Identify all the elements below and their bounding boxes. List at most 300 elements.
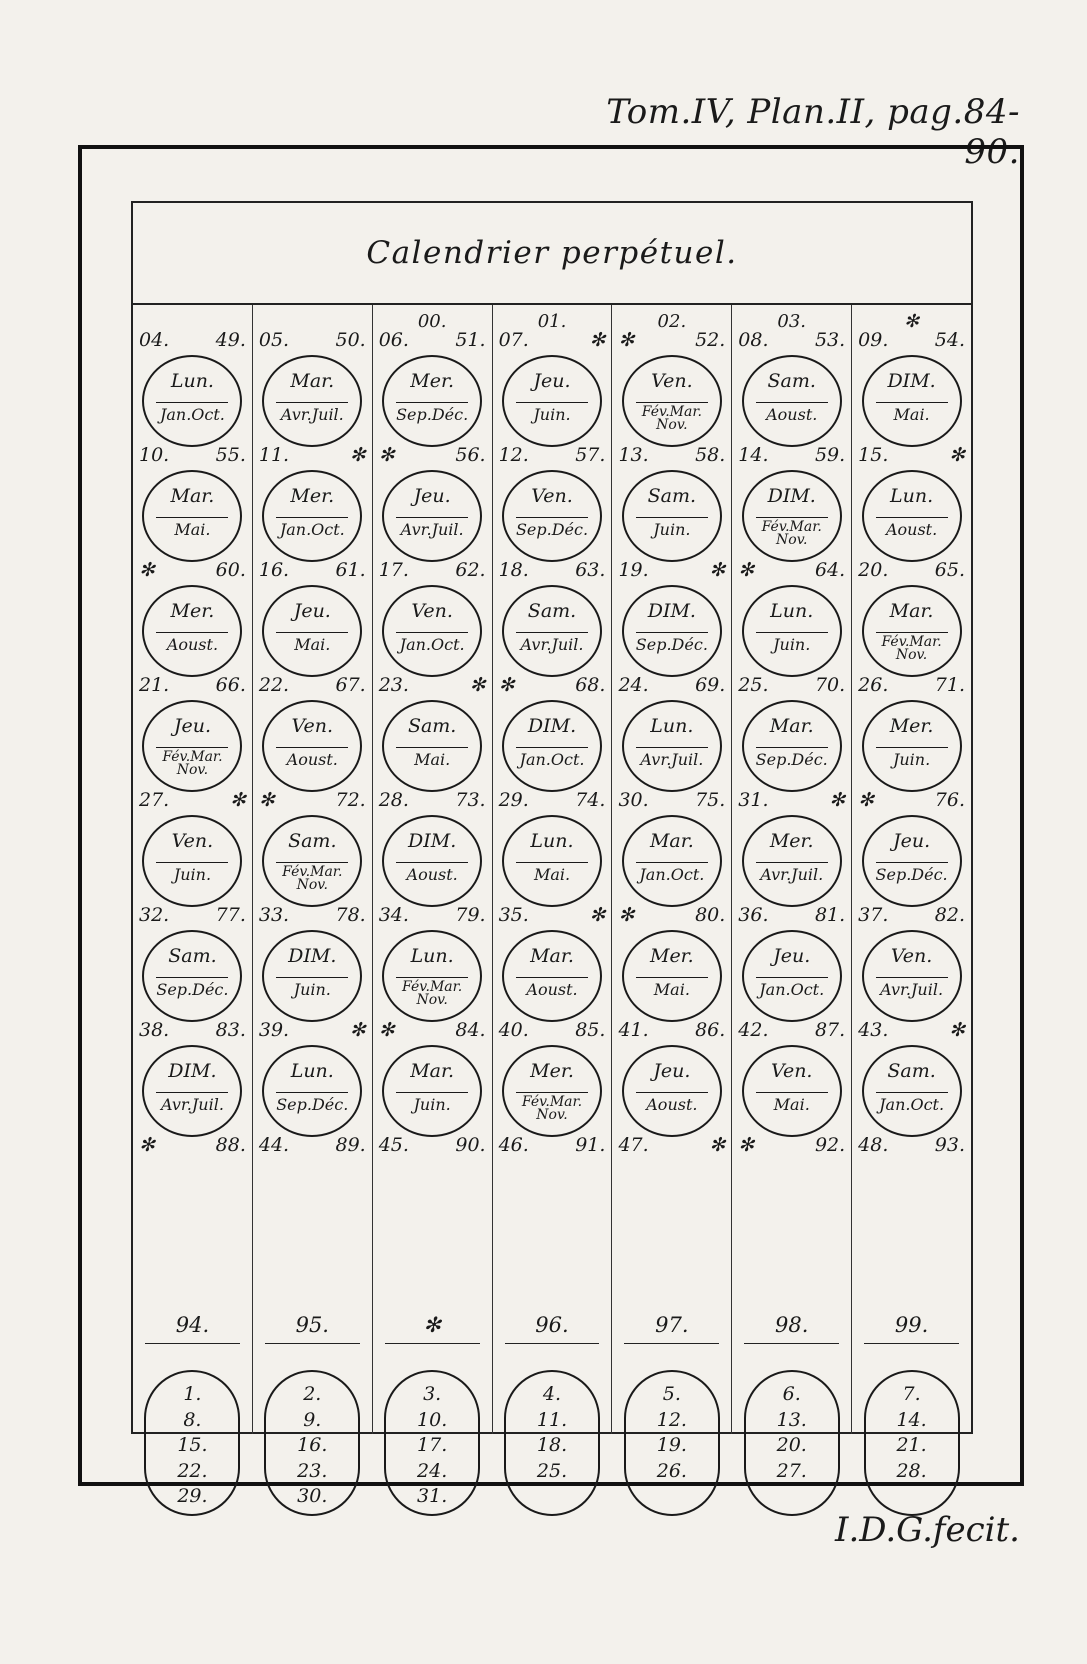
weekday-label: Jeu. xyxy=(533,370,571,392)
year-number-left: 35. xyxy=(498,904,529,926)
year-divider xyxy=(385,1343,480,1344)
calendar-cell xyxy=(253,329,372,448)
weekday-label: DIM. xyxy=(887,370,936,392)
calendar-cell xyxy=(732,789,851,908)
year-number-left: 18. xyxy=(498,559,529,581)
year-number-right: 73. xyxy=(455,789,486,811)
year-number-right: ✻ xyxy=(589,904,606,926)
weekday-label: Mer. xyxy=(170,600,215,622)
weekday-label: Lun. xyxy=(290,1060,334,1082)
dates-oval xyxy=(384,1370,480,1516)
disc-divider xyxy=(516,517,588,518)
calendar-footer-cell xyxy=(493,1134,612,1164)
year-number-left: 27. xyxy=(139,789,170,811)
calendar-cell xyxy=(732,904,851,1023)
disc-divider xyxy=(276,632,348,633)
year-number-right: ✻ xyxy=(829,789,846,811)
weekday-label: Ven. xyxy=(291,715,334,737)
day-of-month: 16. xyxy=(297,1434,328,1456)
year-number-left: 08. xyxy=(738,329,769,351)
year-number-right: 76. xyxy=(934,789,966,811)
disc-divider xyxy=(636,747,708,748)
century-year-label: 00. xyxy=(417,311,447,332)
disc-divider xyxy=(516,977,588,978)
calendar-cell xyxy=(493,329,612,448)
calendar-cell xyxy=(373,444,492,563)
calendar-column xyxy=(133,305,253,1507)
year-number-left: 33. xyxy=(258,904,290,926)
months-label: Avr.Juil. xyxy=(760,865,824,884)
day-of-month: 29. xyxy=(177,1485,208,1507)
century-year-label: 02. xyxy=(657,311,687,332)
day-of-month: 19. xyxy=(656,1434,687,1456)
weekday-label: Mar. xyxy=(290,370,335,392)
year-number-left: 17. xyxy=(378,559,409,581)
disc-divider xyxy=(636,402,708,403)
months-label: Mai. xyxy=(294,635,331,654)
year-number-left: 13. xyxy=(618,444,649,466)
day-of-month: 26. xyxy=(656,1459,687,1482)
bottom-year-label: 97. xyxy=(655,1313,689,1337)
bottom-year-label: 94. xyxy=(175,1313,210,1337)
disc-divider xyxy=(516,402,588,403)
year-number-left: 06. xyxy=(378,329,409,351)
year-number-left: 22. xyxy=(258,674,290,696)
year-number-right: 86. xyxy=(695,1019,726,1041)
year-number-right: 67. xyxy=(335,674,366,696)
weekday-label: Mar. xyxy=(649,830,694,852)
year-number-right: 52. xyxy=(695,329,726,351)
calendar-column xyxy=(612,305,732,1482)
calendar-cell xyxy=(373,904,492,1023)
disc-divider xyxy=(156,862,228,863)
year-divider xyxy=(505,1343,600,1344)
disc-divider xyxy=(876,517,948,518)
disc-divider xyxy=(756,1092,828,1093)
calendar-column xyxy=(373,305,493,1507)
months-label: Fév.Mar. Nov. xyxy=(162,749,223,778)
months-label: Juin. xyxy=(892,750,931,769)
calendar-cell xyxy=(852,674,971,793)
dates-oval xyxy=(624,1370,720,1516)
year-number-right: 89. xyxy=(335,1134,366,1156)
weekday-label: Mar. xyxy=(769,715,814,737)
disc-divider xyxy=(156,632,228,633)
calendar-cell xyxy=(133,904,252,1023)
disc-divider xyxy=(276,862,348,863)
weekday-label: Sam. xyxy=(527,600,577,622)
calendar-title: Calendrier perpétuel. xyxy=(133,203,971,305)
weekday-label: Jeu. xyxy=(893,830,931,852)
year-divider xyxy=(265,1343,360,1344)
weekday-label: Ven. xyxy=(531,485,573,507)
day-of-month: 1. xyxy=(183,1383,202,1405)
weekday-disc xyxy=(742,470,842,562)
year-divider xyxy=(864,1343,959,1344)
year-number-right: ✻ xyxy=(949,444,966,466)
weekday-disc xyxy=(262,585,362,677)
weekday-disc xyxy=(742,1045,842,1137)
year-number-right: 57. xyxy=(575,444,606,466)
disc-divider xyxy=(396,747,468,748)
months-label: Mai. xyxy=(414,750,451,769)
disc-divider xyxy=(276,402,348,403)
bottom-year-label: 95. xyxy=(295,1313,329,1337)
calendar-cell xyxy=(253,789,372,908)
weekday-label: DIM. xyxy=(527,715,577,737)
calendar-cell xyxy=(732,329,851,448)
year-number-left: 42. xyxy=(738,1019,769,1041)
year-number-left: ✻ xyxy=(378,444,395,466)
calendar-cell xyxy=(133,559,252,678)
year-number-left: 15. xyxy=(858,444,889,466)
year-number-left: ✻ xyxy=(258,789,275,811)
calendar-footer-cell xyxy=(253,1134,372,1164)
day-of-month: 4. xyxy=(542,1383,562,1405)
year-number-right: 87. xyxy=(814,1019,846,1041)
weekday-disc xyxy=(262,1045,362,1137)
disc-divider xyxy=(756,632,828,633)
calendar-cell xyxy=(373,1019,492,1138)
disc-divider xyxy=(516,862,588,863)
calendar-footer-cell xyxy=(732,1134,851,1164)
year-number-left: ✻ xyxy=(498,674,515,696)
year-number-right: 91. xyxy=(575,1134,606,1156)
weekday-disc xyxy=(142,355,242,447)
weekday-disc xyxy=(622,355,722,447)
year-number-left: 07. xyxy=(498,329,529,351)
year-divider xyxy=(145,1343,240,1344)
weekday-label: Sam. xyxy=(887,1060,936,1082)
day-of-month: 25. xyxy=(536,1459,568,1482)
day-of-month: 5. xyxy=(662,1383,681,1405)
months-label: Jan.Oct. xyxy=(759,980,825,999)
calendar-cell xyxy=(612,1019,731,1138)
months-label: Mai. xyxy=(174,520,211,539)
disc-divider xyxy=(756,747,828,748)
year-number-left: 48. xyxy=(858,1134,889,1156)
weekday-label: Mar. xyxy=(889,600,934,622)
disc-divider xyxy=(636,862,708,863)
calendar-cell xyxy=(253,444,372,563)
weekday-disc xyxy=(862,815,962,907)
weekday-label: DIM. xyxy=(168,1060,217,1082)
calendar-cell xyxy=(732,559,851,678)
weekday-label: Lun. xyxy=(170,370,214,392)
year-number-left: ✻ xyxy=(738,1134,755,1156)
weekday-label: Mer. xyxy=(649,945,694,967)
year-divider xyxy=(624,1343,719,1344)
year-number-left: 05. xyxy=(258,329,290,351)
months-label: Sep.Déc. xyxy=(635,635,708,654)
year-number-right: 78. xyxy=(335,904,366,926)
day-of-month: 22. xyxy=(177,1459,208,1482)
day-of-month: 15. xyxy=(177,1434,208,1456)
day-of-month: 8. xyxy=(183,1408,202,1431)
weekday-disc xyxy=(502,930,602,1022)
calendar-footer-cell xyxy=(612,1134,731,1164)
calendar-cell xyxy=(493,904,612,1023)
year-number-right: 82. xyxy=(934,904,966,926)
year-number-left: 20. xyxy=(858,559,889,581)
calendar-cell xyxy=(612,444,731,563)
weekday-label: Mer. xyxy=(530,1060,574,1082)
day-of-month: 28. xyxy=(896,1459,927,1482)
bottom-year-label: 96. xyxy=(535,1313,569,1337)
calendar-cell xyxy=(852,329,971,448)
calendar-cell xyxy=(133,444,252,563)
weekday-disc xyxy=(502,1045,602,1137)
weekday-disc xyxy=(142,585,242,677)
century-year-label: 01. xyxy=(537,311,567,332)
year-number-right: 58. xyxy=(695,444,726,466)
year-number-right: 49. xyxy=(215,329,246,351)
months-label: Fév.Mar. Nov. xyxy=(881,634,942,663)
year-number-left: 39. xyxy=(258,1019,290,1041)
year-number-right: 88. xyxy=(215,1134,246,1156)
months-label: Avr.Juil. xyxy=(160,1095,224,1114)
year-number-left: 14. xyxy=(738,444,769,466)
year-number-right: 50. xyxy=(335,329,366,351)
year-number-left: 11. xyxy=(258,444,290,466)
disc-divider xyxy=(876,862,948,863)
weekday-disc xyxy=(142,1045,242,1137)
year-number-left: 34. xyxy=(378,904,409,926)
calendar-cell xyxy=(253,904,372,1023)
day-of-month: 10. xyxy=(417,1408,448,1431)
weekday-disc xyxy=(262,930,362,1022)
weekday-label: Mar. xyxy=(410,1060,455,1082)
disc-divider xyxy=(396,977,468,978)
weekday-disc xyxy=(262,470,362,562)
calendar-cell xyxy=(133,674,252,793)
engraver-signature: I.D.G.fecit. xyxy=(835,1510,1020,1550)
weekday-label: Sam. xyxy=(407,715,457,737)
weekday-label: Mer. xyxy=(769,830,814,852)
weekday-disc xyxy=(382,930,482,1022)
months-label: Fév.Mar. Nov. xyxy=(761,519,822,548)
disc-divider xyxy=(396,517,468,518)
weekday-label: Ven. xyxy=(890,945,933,967)
months-label: Sep.Déc. xyxy=(755,750,828,769)
calendar-cell xyxy=(253,559,372,678)
weekday-disc xyxy=(622,815,722,907)
year-number-left: 30. xyxy=(618,789,649,811)
weekday-disc xyxy=(502,585,602,677)
year-number-right: 62. xyxy=(455,559,486,581)
year-number-left: 10. xyxy=(139,444,170,466)
calendar-footer-cell xyxy=(373,1134,492,1164)
disc-divider xyxy=(276,977,348,978)
months-label: Fév.Mar. Nov. xyxy=(521,1094,583,1123)
year-number-left: ✻ xyxy=(139,559,155,581)
year-number-left: 12. xyxy=(498,444,529,466)
weekday-disc xyxy=(742,700,842,792)
disc-divider xyxy=(156,517,228,518)
calendar-cell xyxy=(612,789,731,908)
weekday-label: Lun. xyxy=(410,945,454,967)
disc-divider xyxy=(876,747,948,748)
weekday-label: Ven. xyxy=(651,370,693,392)
weekday-disc xyxy=(382,355,482,447)
year-divider xyxy=(744,1343,839,1344)
year-number-right: 79. xyxy=(455,904,486,926)
calendar-grid xyxy=(133,305,971,1507)
weekday-label: Lun. xyxy=(650,715,694,737)
disc-divider xyxy=(396,402,468,403)
months-label: Juin. xyxy=(413,1095,451,1114)
months-label: Mai. xyxy=(893,405,930,424)
weekday-disc xyxy=(142,470,242,562)
calendar-cell xyxy=(852,904,971,1023)
months-label: Aoust. xyxy=(766,405,818,424)
weekday-label: Jeu. xyxy=(413,485,451,507)
day-of-month: 12. xyxy=(656,1408,687,1431)
year-number-left: 32. xyxy=(139,904,170,926)
disc-divider xyxy=(756,977,828,978)
weekday-label: Mer. xyxy=(290,485,335,507)
year-number-left: 04. xyxy=(139,329,170,351)
year-number-right: 61. xyxy=(335,559,366,581)
century-year-label: ✻ xyxy=(904,311,920,332)
dates-oval xyxy=(264,1370,360,1516)
months-label: Sep.Déc. xyxy=(875,865,948,884)
calendar-cell xyxy=(612,674,731,793)
weekday-label: Sam. xyxy=(647,485,697,507)
year-number-left: 31. xyxy=(738,789,769,811)
dates-oval xyxy=(144,1370,240,1516)
year-number-right: 54. xyxy=(934,329,966,351)
year-number-right: 71. xyxy=(934,674,966,696)
months-label: Aoust. xyxy=(526,980,578,999)
year-number-left: 41. xyxy=(618,1019,649,1041)
weekday-label: DIM. xyxy=(288,945,337,967)
weekday-disc xyxy=(862,1045,962,1137)
weekday-disc xyxy=(622,1045,722,1137)
calendar-footer-cell xyxy=(133,1134,252,1164)
day-of-month: 7. xyxy=(902,1383,921,1405)
weekday-label: Jeu. xyxy=(173,715,211,737)
weekday-disc xyxy=(262,815,362,907)
weekday-label: Mer. xyxy=(410,370,454,392)
disc-divider xyxy=(156,977,228,978)
months-label: Jan.Oct. xyxy=(639,865,705,884)
day-of-month: 27. xyxy=(776,1459,807,1482)
weekday-label: DIM. xyxy=(647,600,696,622)
day-of-month: 30. xyxy=(297,1485,328,1507)
calendar-cell xyxy=(253,1019,372,1138)
year-number-right: ✻ xyxy=(949,1019,966,1041)
months-label: Fév.Mar. Nov. xyxy=(641,404,702,433)
bottom-year-label: ✻ xyxy=(423,1313,441,1337)
months-label: Jan.Oct. xyxy=(159,405,225,424)
dates-oval xyxy=(744,1370,840,1516)
disc-divider xyxy=(756,517,828,518)
disc-divider xyxy=(756,862,828,863)
calendar-table xyxy=(131,201,973,1507)
weekday-disc xyxy=(502,700,602,792)
weekday-disc xyxy=(862,700,962,792)
year-number-left: 16. xyxy=(258,559,290,581)
months-label: Aoust. xyxy=(885,520,938,539)
months-label: Jan.Oct. xyxy=(519,750,585,769)
year-number-right: 83. xyxy=(215,1019,246,1041)
months-label: Juin. xyxy=(653,520,691,539)
months-label: Sep.Déc. xyxy=(276,1095,349,1114)
weekday-disc xyxy=(622,470,722,562)
year-number-left: 21. xyxy=(139,674,170,696)
weekday-label: Mar. xyxy=(170,485,215,507)
months-label: Avr.Juil. xyxy=(880,980,944,999)
months-label: Jan.Oct. xyxy=(279,520,345,539)
weekday-disc xyxy=(502,470,602,562)
weekday-disc xyxy=(622,930,722,1022)
year-number-left: ✻ xyxy=(139,1134,155,1156)
year-number-right: 81. xyxy=(814,904,846,926)
disc-divider xyxy=(516,747,588,748)
year-number-right: ✻ xyxy=(589,329,606,351)
weekday-disc xyxy=(142,700,242,792)
year-number-right: ✻ xyxy=(709,559,726,581)
year-number-left: ✻ xyxy=(378,1019,395,1041)
weekday-label: Sam. xyxy=(288,830,337,852)
months-label: Avr.Juil. xyxy=(400,520,464,539)
year-number-right: 74. xyxy=(575,789,606,811)
day-of-month: 14. xyxy=(896,1408,927,1431)
weekday-label: Jeu. xyxy=(293,600,331,622)
months-label: Juin. xyxy=(773,635,811,654)
weekday-disc xyxy=(862,930,962,1022)
year-number-right: ✻ xyxy=(469,674,486,696)
months-label: Aoust. xyxy=(286,750,338,769)
weekday-disc xyxy=(382,1045,482,1137)
day-of-month: 31. xyxy=(417,1485,448,1507)
weekday-label: Sam. xyxy=(168,945,217,967)
months-label: Avr.Juil. xyxy=(280,405,344,424)
day-of-month: 2. xyxy=(303,1383,322,1405)
year-number-right: 68. xyxy=(575,674,606,696)
disc-divider xyxy=(876,402,948,403)
year-number-right: 75. xyxy=(695,789,726,811)
year-number-right: 59. xyxy=(814,444,846,466)
dates-oval xyxy=(504,1370,600,1516)
weekday-disc xyxy=(262,355,362,447)
disc-divider xyxy=(636,977,708,978)
calendar-cell xyxy=(373,559,492,678)
weekday-disc xyxy=(382,815,482,907)
calendar-cell xyxy=(373,674,492,793)
weekday-disc xyxy=(262,700,362,792)
weekday-disc xyxy=(742,355,842,447)
calendar-cell xyxy=(852,559,971,678)
year-number-right: 63. xyxy=(575,559,606,581)
weekday-disc xyxy=(502,355,602,447)
calendar-cell xyxy=(373,789,492,908)
year-number-right: 85. xyxy=(575,1019,606,1041)
bottom-year-label: 99. xyxy=(894,1313,929,1337)
year-number-right: 84. xyxy=(455,1019,486,1041)
calendar-cell xyxy=(852,444,971,563)
months-label: Fév.Mar. Nov. xyxy=(402,979,463,1008)
months-label: Fév.Mar. Nov. xyxy=(282,864,343,893)
weekday-label: Jeu. xyxy=(773,945,811,967)
year-number-right: 65. xyxy=(934,559,966,581)
weekday-label: DIM. xyxy=(767,485,816,507)
months-label: Juin. xyxy=(173,865,212,884)
weekday-label: Lun. xyxy=(890,485,934,507)
disc-divider xyxy=(516,1092,588,1093)
weekday-disc xyxy=(142,930,242,1022)
